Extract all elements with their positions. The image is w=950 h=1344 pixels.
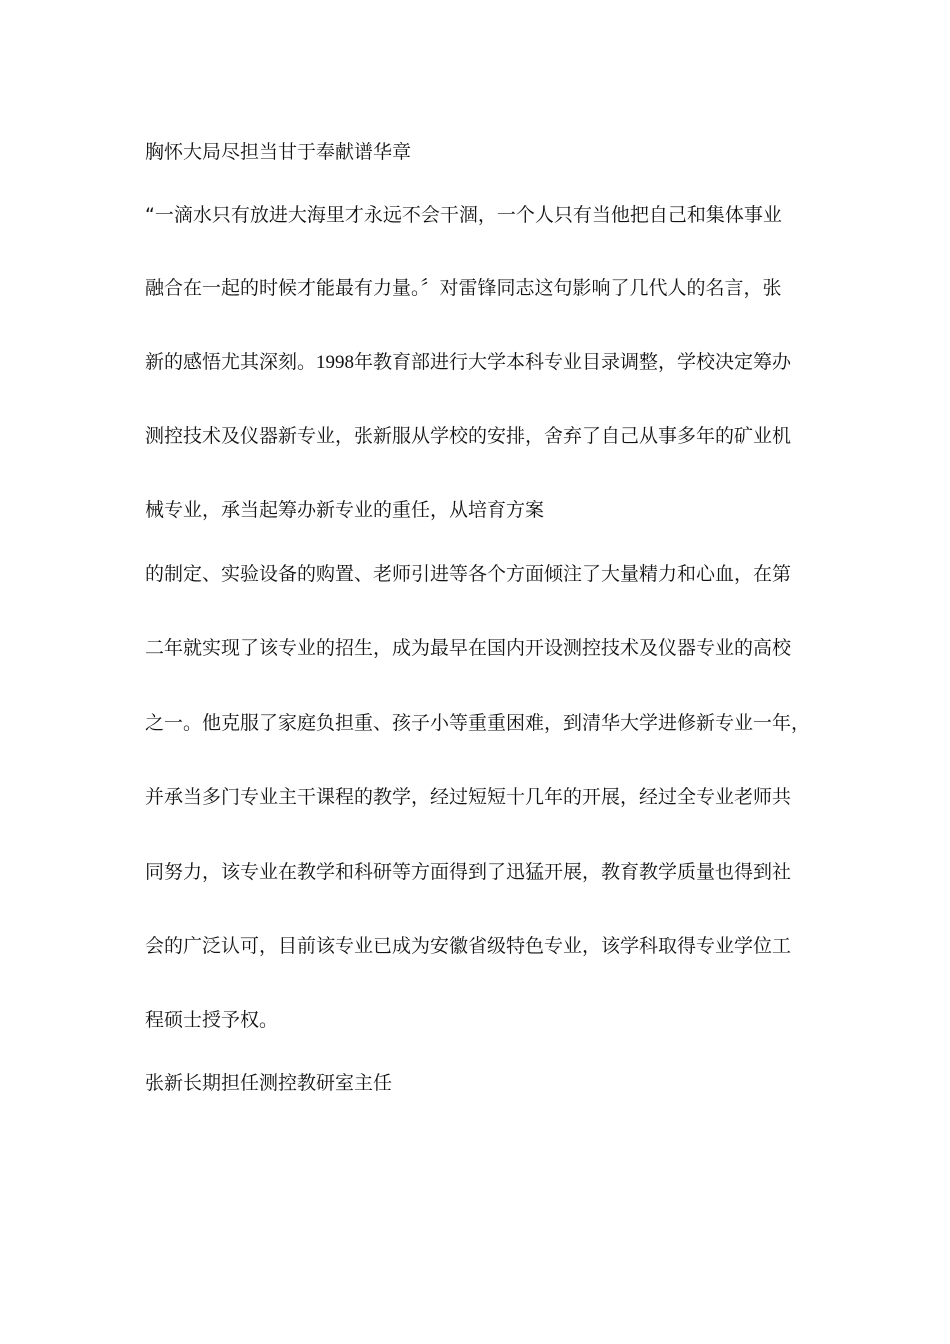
line-3-text-before: 新的感悟尤其深刻。 bbox=[145, 351, 317, 373]
paragraph-1-line-3 bbox=[145, 350, 825, 375]
document-heading: 胸怀大局尽担当甘于奉献谱华章 bbox=[145, 141, 412, 163]
paragraph-2-line-4: 并承当多门专业主干课程的教学，经过短短十几年的开展，经过全专业老师共 bbox=[145, 786, 792, 808]
paragraph-1-line-2: 融合在一起的时候才能最有力量。〞对雷锋同志这句影响了几代人的名言，张 bbox=[145, 277, 782, 299]
paragraph-2-line-6: 会的广泛认可，目前该专业已成为安徽省级特色专业，该学科取得专业学位工 bbox=[145, 935, 792, 957]
paragraph-1-line-1: “一滴水只有放进大海里才永远不会干涸，一个人只有当他把自己和集体事业 bbox=[145, 204, 782, 226]
paragraph-2-line-5: 同努力，该专业在教学和科研等方面得到了迅猛开展，教育教学质量也得到社 bbox=[145, 861, 792, 883]
year-number: 1998 bbox=[316, 352, 355, 373]
paragraph-2-line-1: 的制定、实验设备的购置、老师引进等各个方面倾注了大量精力和心血，在第 bbox=[145, 563, 792, 585]
paragraph-2-line-3: 之一。他克服了家庭负担重、孩子小等重重困难，到清华大学进修新专业一年， bbox=[145, 712, 811, 734]
paragraph-1-line-4: 测控技术及仪器新专业，张新服从学校的安排，舍弃了自己从事多年的矿业机 bbox=[145, 425, 792, 447]
closing-line: 张新长期担任测控教研室主任 bbox=[145, 1072, 393, 1094]
line-3-text-after: 年教育部进行大学本科专业目录调整，学校决定筹办 bbox=[354, 351, 792, 373]
paragraph-1-line-5: 械专业，承当起筹办新专业的重任，从培育方案 bbox=[145, 499, 545, 521]
paragraph-2-line-2: 二年就实现了该专业的招生，成为最早在国内开设测控技术及仪器专业的高校 bbox=[145, 637, 792, 659]
paragraph-2-line-7: 程硕士授予权。 bbox=[145, 1009, 279, 1031]
